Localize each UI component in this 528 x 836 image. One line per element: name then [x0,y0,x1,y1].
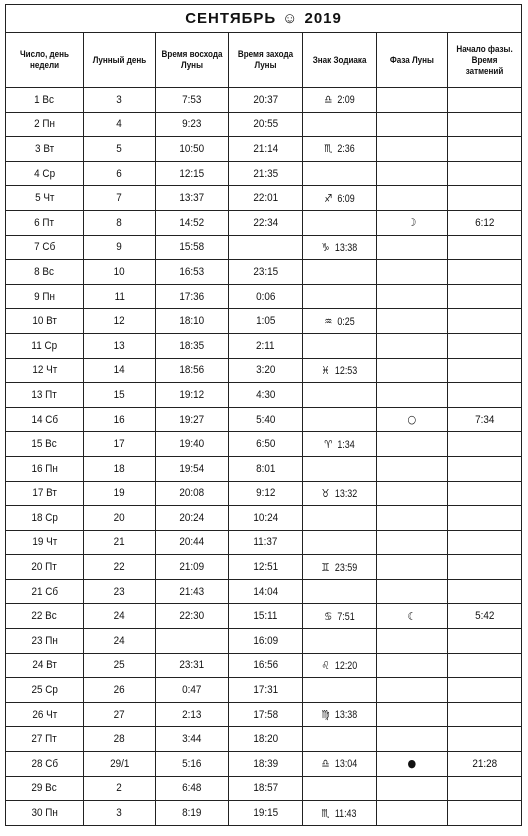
zodiac-time: 1:34 [337,438,355,451]
moon-phase-icon [377,506,448,531]
moon-phase-icon [377,776,448,801]
date-cell: 6 Пт [6,210,84,235]
moonrise-cell: 20:24 [156,506,229,531]
moon-phase-icon [377,801,448,826]
lunar-day-cell: 4 [84,112,156,137]
moonrise-cell: 19:12 [156,383,229,408]
col-header-moon-phase: Фаза Луны [377,33,448,88]
lunar-day-cell: 17 [84,432,156,457]
zodiac-time: 13:04 [334,758,357,771]
moonset-cell: 18:57 [229,776,303,801]
col-header-date: Число, день недели [6,33,84,88]
moonset-cell: 11:37 [229,530,303,555]
moonrise-cell: 23:31 [156,653,229,678]
moon-phase-icon [377,530,448,555]
moon-phase-icon [377,137,448,162]
moonrise-cell: 21:09 [156,555,229,580]
zodiac-time: 12:20 [334,659,357,672]
zodiac-sign-icon: ♋ [324,609,333,623]
zodiac-cell [303,407,377,432]
date-cell: 27 Пт [6,727,84,752]
zodiac-time: 23:59 [334,561,357,574]
moonset-cell [229,235,303,260]
zodiac-cell [303,506,377,531]
lunar-day-cell: 29/1 [84,752,156,777]
lunar-day-cell: 15 [84,383,156,408]
phase-start-cell [448,530,522,555]
date-cell: 30 Пн [6,801,84,826]
moonset-cell: 16:56 [229,653,303,678]
moon-phase-icon [377,727,448,752]
lunar-day-cell: 21 [84,530,156,555]
moon-phase-icon [377,629,448,654]
date-cell: 13 Пт [6,383,84,408]
phase-start-cell [448,579,522,604]
moon-phase-icon [377,702,448,727]
moon-phase-icon [377,678,448,703]
lunar-day-cell: 7 [84,186,156,211]
moonrise-cell: 10:50 [156,137,229,162]
zodiac-cell [303,210,377,235]
lunar-day-cell: 13 [84,333,156,358]
zodiac-cell [303,235,377,260]
zodiac-cell [303,456,377,481]
lunar-day-cell: 14 [84,358,156,383]
zodiac-sign-icon: ♓ [321,363,330,377]
date-cell: 19 Чт [6,530,84,555]
moonrise-cell: 13:37 [156,186,229,211]
zodiac-sign-icon: ♉ [321,486,330,500]
moonrise-cell: 0:47 [156,678,229,703]
zodiac-cell [303,629,377,654]
moonrise-cell: 18:10 [156,309,229,334]
zodiac-cell [303,161,377,186]
phase-start-cell [448,727,522,752]
moon-phase-icon [377,260,448,285]
moon-phase-icon: ● [377,752,448,777]
lunar-day-cell: 27 [84,702,156,727]
moonrise-cell: 12:15 [156,161,229,186]
table-row [6,161,522,186]
lunar-day-cell: 28 [84,727,156,752]
moonrise-cell: 18:35 [156,333,229,358]
lunar-day-cell: 11 [84,284,156,309]
zodiac-sign-icon: ♌ [321,658,330,672]
table-row [6,653,522,678]
moon-phase-icon [377,432,448,457]
zodiac-cell [303,702,377,727]
moonset-cell: 10:24 [229,506,303,531]
page-title [6,5,522,33]
date-cell: 24 Вт [6,653,84,678]
lunar-day-cell: 12 [84,309,156,334]
moon-phase-icon [377,358,448,383]
table-row [6,88,522,113]
table-row [6,702,522,727]
table-row [6,112,522,137]
zodiac-time: 2:09 [337,94,355,107]
zodiac-cell [303,186,377,211]
moon-phase-icon [377,579,448,604]
zodiac-cell [303,653,377,678]
zodiac-cell [303,801,377,826]
date-cell: 1 Вс [6,88,84,113]
moonset-cell: 21:35 [229,161,303,186]
phase-start-cell [448,678,522,703]
moonset-cell: 3:20 [229,358,303,383]
table-row [6,678,522,703]
moon-phase-icon: ☾ [377,604,448,629]
moonset-cell: 6:50 [229,432,303,457]
phase-start-cell [448,456,522,481]
date-cell: 18 Ср [6,506,84,531]
moonrise-cell: 21:43 [156,579,229,604]
moon-phase-icon [377,284,448,309]
date-cell: 17 Вт [6,481,84,506]
moonrise-cell: 20:08 [156,481,229,506]
phase-start-cell [448,383,522,408]
moonset-cell: 2:11 [229,333,303,358]
zodiac-time: 6:09 [337,192,355,205]
zodiac-cell [303,555,377,580]
calendar-container [5,4,521,826]
moonset-cell: 18:39 [229,752,303,777]
moonrise-cell: 22:30 [156,604,229,629]
date-cell: 3 Вт [6,137,84,162]
moon-phase-icon [377,309,448,334]
phase-start-cell [448,284,522,309]
moonset-cell: 16:09 [229,629,303,654]
zodiac-cell [303,678,377,703]
moonset-cell: 5:40 [229,407,303,432]
zodiac-cell [303,309,377,334]
table-row [6,776,522,801]
date-cell: 25 Ср [6,678,84,703]
moonset-cell: 4:30 [229,383,303,408]
zodiac-time: 0:25 [337,315,355,328]
moonrise-cell: 18:56 [156,358,229,383]
moonset-cell: 1:05 [229,309,303,334]
zodiac-cell [303,284,377,309]
title-year: 2019 [304,10,342,27]
lunar-day-cell: 25 [84,653,156,678]
moonset-cell: 22:34 [229,210,303,235]
table-row [6,210,522,235]
date-cell: 20 Пт [6,555,84,580]
moon-phase-icon [377,653,448,678]
moonrise-cell: 19:27 [156,407,229,432]
phase-start-cell [448,629,522,654]
zodiac-cell [303,752,377,777]
zodiac-cell [303,358,377,383]
zodiac-time: 13:32 [334,487,357,500]
zodiac-sign-icon: ♍ [321,708,330,722]
zodiac-sign-icon: ♐ [324,191,333,205]
zodiac-cell [303,260,377,285]
date-cell: 5 Чт [6,186,84,211]
moon-phase-icon [377,186,448,211]
lunar-day-cell: 18 [84,456,156,481]
date-cell: 2 Пн [6,112,84,137]
date-cell: 8 Вс [6,260,84,285]
moonrise-cell: 20:44 [156,530,229,555]
moonset-cell: 20:55 [229,112,303,137]
moonset-cell: 19:15 [229,801,303,826]
date-cell: 10 Вт [6,309,84,334]
moonrise-cell: 5:16 [156,752,229,777]
moonset-cell: 17:31 [229,678,303,703]
col-header-lunar-day: Лунный день [84,33,156,88]
moon-phase-icon: ☽ [377,210,448,235]
moonrise-cell: 15:58 [156,235,229,260]
phase-start-cell [448,506,522,531]
zodiac-time: 11:43 [334,807,357,820]
zodiac-sign-icon: ♏ [324,142,333,156]
phase-start-cell: 6:12 [448,210,522,235]
zodiac-sign-icon: ♑ [321,240,330,254]
phase-start-cell [448,653,522,678]
lunar-day-cell: 20 [84,506,156,531]
table-row [6,629,522,654]
zodiac-cell [303,604,377,629]
moonset-cell: 23:15 [229,260,303,285]
zodiac-cell [303,481,377,506]
zodiac-sign-icon: ♏ [321,806,330,820]
date-cell: 15 Вс [6,432,84,457]
phase-start-cell [448,112,522,137]
phase-start-cell [448,309,522,334]
moonrise-cell: 14:52 [156,210,229,235]
moonset-cell: 12:51 [229,555,303,580]
table-row [6,309,522,334]
zodiac-time: 13:38 [334,709,357,722]
moon-face-icon: ☺ [282,10,299,27]
table-row [6,235,522,260]
phase-start-cell [448,801,522,826]
moonrise-cell: 7:53 [156,88,229,113]
table-row [6,284,522,309]
table-row [6,604,522,629]
date-cell: 12 Чт [6,358,84,383]
moonset-cell: 8:01 [229,456,303,481]
zodiac-time: 2:36 [337,143,355,156]
title-month: СЕНТЯБРЬ [185,10,277,27]
moon-phase-icon [377,481,448,506]
zodiac-cell [303,776,377,801]
moonset-cell: 20:37 [229,88,303,113]
lunar-day-cell: 2 [84,776,156,801]
moonrise-cell: 8:19 [156,801,229,826]
lunar-day-cell: 23 [84,579,156,604]
phase-start-cell [448,161,522,186]
zodiac-cell [303,432,377,457]
zodiac-cell [303,137,377,162]
table-row [6,383,522,408]
moon-phase-icon [377,383,448,408]
phase-start-cell [448,333,522,358]
table-row [6,727,522,752]
lunar-day-cell: 10 [84,260,156,285]
phase-start-cell [448,137,522,162]
moon-phase-icon [377,161,448,186]
moonrise-cell: 2:13 [156,702,229,727]
lunar-day-cell: 5 [84,137,156,162]
phase-start-cell [448,88,522,113]
moon-phase-icon [377,235,448,260]
moonrise-cell: 19:54 [156,456,229,481]
lunar-day-cell: 19 [84,481,156,506]
table-row [6,407,522,432]
phase-start-cell [448,432,522,457]
lunar-day-cell: 3 [84,801,156,826]
moonrise-cell: 16:53 [156,260,229,285]
moon-phase-icon [377,112,448,137]
zodiac-time: 12:53 [334,364,357,377]
zodiac-sign-icon: ♒ [324,314,333,328]
moonset-cell: 15:11 [229,604,303,629]
table-row [6,555,522,580]
moonrise-cell: 19:40 [156,432,229,457]
moonrise-cell [156,629,229,654]
date-cell: 16 Пн [6,456,84,481]
zodiac-time: 7:51 [337,610,355,623]
date-cell: 14 Сб [6,407,84,432]
table-body [6,88,522,826]
lunar-day-cell: 6 [84,161,156,186]
moonset-cell: 22:01 [229,186,303,211]
table-row [6,752,522,777]
date-cell: 4 Ср [6,161,84,186]
lunar-day-cell: 24 [84,629,156,654]
phase-start-cell [448,186,522,211]
date-cell: 28 Сб [6,752,84,777]
table-row [6,506,522,531]
lunar-day-cell: 26 [84,678,156,703]
lunar-day-cell: 24 [84,604,156,629]
col-header-zodiac: Знак Зодиака [303,33,377,88]
moonset-cell: 9:12 [229,481,303,506]
date-cell: 21 Сб [6,579,84,604]
phase-start-cell: 5:42 [448,604,522,629]
header-row [6,33,522,88]
lunar-calendar-table [5,4,522,826]
title-row [6,5,522,33]
lunar-day-cell: 22 [84,555,156,580]
zodiac-cell [303,333,377,358]
table-row [6,358,522,383]
phase-start-cell: 21:28 [448,752,522,777]
lunar-day-cell: 16 [84,407,156,432]
zodiac-sign-icon: ♊ [321,560,330,574]
zodiac-cell [303,530,377,555]
table-row [6,481,522,506]
table-row [6,333,522,358]
moonrise-cell: 9:23 [156,112,229,137]
moonrise-cell: 17:36 [156,284,229,309]
moon-phase-icon [377,555,448,580]
table-row [6,456,522,481]
date-cell: 29 Вс [6,776,84,801]
moonset-cell: 17:58 [229,702,303,727]
zodiac-cell [303,579,377,604]
lunar-day-cell: 8 [84,210,156,235]
moon-phase-icon [377,456,448,481]
lunar-day-cell: 3 [84,88,156,113]
phase-start-cell [448,776,522,801]
zodiac-sign-icon: ♈ [324,437,333,451]
phase-start-cell [448,555,522,580]
phase-start-cell: 7:34 [448,407,522,432]
col-header-moonset: Время захода Луны [229,33,303,88]
table-row [6,530,522,555]
date-cell: 26 Чт [6,702,84,727]
moonrise-cell: 6:48 [156,776,229,801]
date-cell: 7 Сб [6,235,84,260]
table-row [6,801,522,826]
moonset-cell: 18:20 [229,727,303,752]
moonset-cell: 21:14 [229,137,303,162]
date-cell: 22 Вс [6,604,84,629]
zodiac-cell [303,383,377,408]
zodiac-cell [303,88,377,113]
zodiac-sign-icon: ♎ [321,757,330,771]
phase-start-cell [448,702,522,727]
zodiac-cell [303,727,377,752]
col-header-phase-start: Начало фазы. Время затмений [448,33,522,88]
table-row [6,137,522,162]
phase-start-cell [448,260,522,285]
table-row [6,579,522,604]
zodiac-time: 13:38 [334,241,357,254]
lunar-day-cell: 9 [84,235,156,260]
moonset-cell: 0:06 [229,284,303,309]
moon-phase-icon [377,333,448,358]
table-row [6,260,522,285]
zodiac-sign-icon: ♎ [324,93,333,107]
moon-phase-icon: ○ [377,407,448,432]
table-row [6,186,522,211]
date-cell: 9 Пн [6,284,84,309]
phase-start-cell [448,358,522,383]
table-row [6,432,522,457]
moonset-cell: 14:04 [229,579,303,604]
phase-start-cell [448,481,522,506]
col-header-moonrise: Время восхода Луны [156,33,229,88]
phase-start-cell [448,235,522,260]
moon-phase-icon [377,88,448,113]
zodiac-cell [303,112,377,137]
date-cell: 23 Пн [6,629,84,654]
date-cell: 11 Ср [6,333,84,358]
moonrise-cell: 3:44 [156,727,229,752]
